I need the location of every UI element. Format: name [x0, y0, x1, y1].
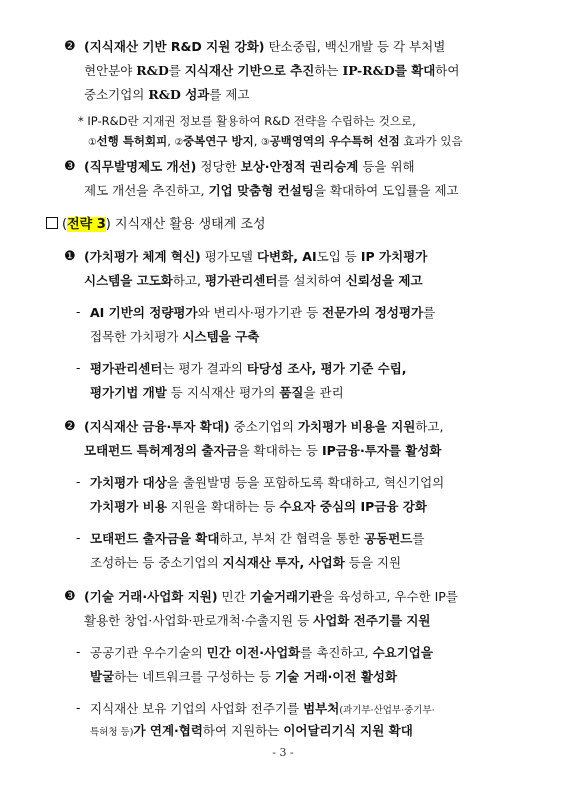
- bold-text: 가치평가 비용: [90, 499, 167, 514]
- checkbox-square-icon: [46, 217, 58, 229]
- text: ): [105, 217, 111, 232]
- bold-text: 보상·안정적 권리승계: [240, 159, 359, 174]
- text: 중소기업의: [229, 419, 298, 434]
- bold-text: 수요자 중심의 IP금융 강화: [279, 499, 427, 514]
- bold-text: 가치평가 비용을 지원: [297, 419, 416, 434]
- item-heading: (가치평가 체계 혁신): [84, 249, 201, 264]
- text: 와 변리사·평가기관 등: [197, 305, 323, 320]
- s3-dash-1-line-1: [90, 304, 435, 322]
- item-marker-3: ❸: [64, 159, 76, 174]
- text: 등을 위해: [358, 159, 415, 174]
- bold-text: 중복연구 방지: [183, 134, 254, 148]
- strategy-heading: [46, 216, 266, 234]
- bold-text: 기업 맞춤형 컨설팅: [208, 183, 314, 198]
- s3-item-3-line-1: [84, 588, 458, 606]
- bold-text: 가 연계·협력: [133, 723, 203, 738]
- item-marker-2: ❷: [64, 39, 76, 54]
- s3-item-3-line-2: [84, 612, 431, 630]
- text: ③: [261, 137, 270, 148]
- text: 를 설치하여: [277, 273, 346, 288]
- bold-text: R&D 성과: [148, 87, 210, 102]
- s3-dash-4-line-1: [90, 530, 424, 548]
- item-2-line-2: [84, 62, 459, 80]
- bold-text: R&D: [136, 63, 169, 78]
- text: ②: [174, 137, 184, 148]
- bold-text: 타당성 조사, 평가 기준 수립,: [246, 361, 407, 376]
- text: 를: [168, 63, 185, 78]
- text: 하여 지원하는: [202, 723, 284, 738]
- s3-dash-5-line-1: [90, 644, 433, 662]
- dash-bullet: -: [76, 361, 81, 376]
- text: 을 육성하고, 우수한 IP를: [322, 589, 458, 604]
- item-heading: (지식재산 금융·투자 확대): [84, 419, 230, 434]
- dash-bullet: -: [76, 475, 81, 490]
- text: 등을 지원: [344, 555, 402, 570]
- text: 지식재산 보유 기업의 사업화 전주기를: [90, 701, 304, 716]
- text: 평가모델: [200, 249, 257, 264]
- bold-text: 모태펀드 출자금을 확대: [90, 531, 220, 546]
- bold-text: 발굴: [90, 669, 115, 684]
- s3-dash-2-line-2: [90, 384, 344, 402]
- bold-text: 시스템을 고도화: [84, 273, 173, 288]
- bold-text: 다변화, AI: [256, 249, 317, 264]
- text: 중소기업의: [84, 87, 149, 102]
- bold-text: 시스템을 구축: [182, 329, 260, 344]
- bold-text: 선행 특허회피: [96, 134, 168, 148]
- bold-text: 평가관리센터: [90, 361, 163, 376]
- text: ,: [253, 134, 262, 148]
- text: 하는 네트워크를 구성하는 등: [114, 669, 275, 684]
- text: 를 제고: [209, 87, 250, 102]
- bold-text: 신뢰성을 제고: [345, 273, 423, 288]
- text: 하고, 부처 간 협력을 통한: [219, 531, 365, 546]
- text: 조성하는 등 중소기업의: [90, 555, 223, 570]
- s3-dash-1-line-2: [90, 328, 259, 346]
- text: ①: [88, 137, 97, 148]
- s3-item-1-line-2: [84, 272, 423, 290]
- dash-bullet: -: [76, 701, 81, 716]
- bold-text: AI 기반의 정량평가: [90, 305, 198, 320]
- item-heading: (기술 거래·사업화 지원): [84, 589, 218, 604]
- text: 지원을 확대하는 등: [166, 499, 280, 514]
- dash-bullet: -: [76, 531, 81, 546]
- item-marker-2: ❷: [64, 419, 76, 434]
- text: 등 지식재산 평가의: [166, 385, 280, 400]
- text: 하고,: [172, 273, 205, 288]
- s3-dash-6-line-2: [90, 722, 413, 742]
- strategy-label: 전략 3: [67, 217, 106, 232]
- s3-dash-5-line-2: [90, 668, 397, 686]
- bold-text: 이어달리기식 지원 확대: [283, 723, 413, 738]
- bold-text: 전문가의 정성평가: [322, 305, 424, 320]
- bold-text: 공백영역의 우수특허 선점: [269, 134, 400, 148]
- text: 는 평가 결과의: [162, 361, 247, 376]
- bold-text: 평가기법 개발: [90, 385, 167, 400]
- bold-text: IP금융·투자를 활성화: [321, 443, 442, 458]
- small-text: 특허청 등): [90, 727, 134, 738]
- bold-text: 사업화 전주기를 지원: [313, 613, 431, 628]
- text: 을 관리: [303, 385, 344, 400]
- text: 탄소중립, 백신개발 등 각 부처별: [264, 39, 446, 54]
- text: (: [62, 217, 68, 232]
- bold-text: 품질: [279, 385, 304, 400]
- text: 제도 개선을 추진하고,: [84, 183, 209, 198]
- item-2-line-1: [84, 38, 445, 56]
- item-heading: (지식재산 기반 R&D 지원 강화): [84, 39, 265, 54]
- item-2-line-3: [84, 86, 250, 104]
- text: 을 출원발명 등을 포함하도록 확대하고, 혁신기업의: [166, 475, 445, 490]
- bold-text: 평가관리센터: [205, 273, 278, 288]
- bold-text: 범부처: [303, 701, 340, 716]
- bold-text: 수요기업을: [372, 645, 433, 660]
- strategy-title: 지식재산 활용 생태계 조성: [110, 217, 266, 232]
- text: ,: [167, 134, 175, 148]
- small-text: (과기부·산업부·중기부·: [339, 705, 435, 716]
- dash-bullet: -: [76, 305, 81, 320]
- s3-dash-6-line-1: [90, 700, 435, 720]
- bold-text: 지식재산 기반으로 추진: [184, 63, 315, 78]
- text: 접목한 가치평가: [90, 329, 183, 344]
- s3-dash-3-line-1: [90, 474, 444, 492]
- text: 도입 등: [316, 249, 361, 264]
- text: 효과가 있음: [399, 134, 463, 148]
- text: 활용한 창업·사업화·판로개척·수출지원 등: [84, 613, 314, 628]
- s3-item-1-line-1: [84, 248, 427, 266]
- bold-text: 공동펀드: [364, 531, 413, 546]
- bold-text: 모태펀드 특허계정의 출자금: [84, 443, 238, 458]
- s3-item-2-line-1: [84, 418, 443, 436]
- text: 하고,: [415, 419, 444, 434]
- text: 을 확대하여 도입률을 제고: [313, 183, 459, 198]
- item-3-line-2: [84, 182, 459, 200]
- s3-dash-3-line-2: [90, 498, 427, 516]
- page-number: - 3 -: [272, 746, 294, 759]
- text: 공공기관 우수기술의: [90, 645, 207, 660]
- item-marker-1: ❶: [64, 249, 76, 264]
- text: 현안분야: [84, 63, 137, 78]
- bold-text: 기술거래기관: [249, 589, 323, 604]
- text: 을 확대하는 등: [237, 443, 322, 458]
- bold-text: IP-R&D를 확대: [342, 63, 436, 78]
- dash-bullet: -: [76, 645, 81, 660]
- s3-dash-2-line-1: [90, 360, 407, 378]
- bold-text: IP 가치평가: [360, 249, 428, 264]
- text: 정당한: [196, 159, 241, 174]
- item-marker-3: ❸: [64, 589, 76, 604]
- text: 하여: [435, 63, 460, 78]
- text: 민간: [217, 589, 250, 604]
- bold-text: 가치평가 대상: [90, 475, 167, 490]
- s3-item-2-line-2: [84, 442, 442, 460]
- item-3-line-1: [84, 158, 415, 176]
- bold-text: 기술 거래·이전 활성화: [274, 669, 398, 684]
- item-heading: (직무발명제도 개선): [84, 159, 197, 174]
- footnote-line-1: * IP-R&D란 지재권 정보를 활용하여 R&D 전략을 수립하는 것으로,: [78, 114, 416, 128]
- bold-text: 민간 이전·사업화: [206, 645, 301, 660]
- footnote-line-2: [88, 132, 463, 152]
- text: 를: [412, 531, 425, 546]
- bold-text: 지식재산 투자, 사업화: [222, 555, 345, 570]
- text: 하는: [314, 63, 343, 78]
- text: 를 촉진하고,: [300, 645, 373, 660]
- text: 를: [423, 305, 436, 320]
- s3-dash-4-line-2: [90, 554, 401, 572]
